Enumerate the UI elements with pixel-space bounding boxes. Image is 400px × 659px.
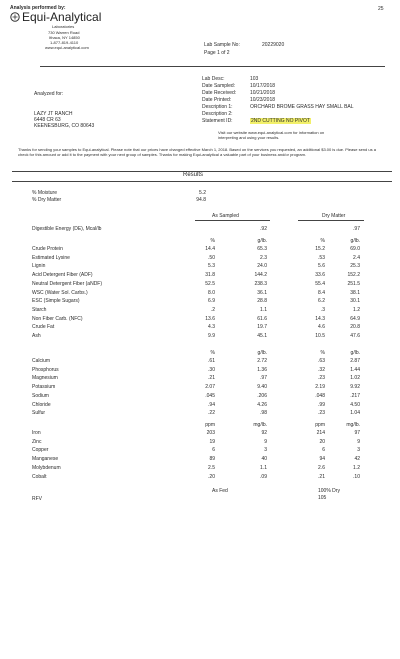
row-value: 13.6 [205,315,215,322]
row-value: 19.7 [257,324,267,331]
row-value: 14.4 [205,246,215,252]
dry-matter-row: % Dry Matter 94.8 [32,197,206,203]
detail-value: 10/23/2018 [250,97,276,103]
row-value: 203 [206,430,215,436]
row-value: .2 [210,306,215,313]
row-value: 2.4 [353,254,360,261]
row-value: .32 [318,366,325,373]
detail-value: 10/21/2018 [250,90,276,96]
table-row [0,255,400,262]
moisture-row: % Moisture 5.2 [32,190,206,196]
results-heading: Results [183,172,204,178]
row-value: 4.26 [257,401,267,408]
row-label: ESC (Simple Sugars) [32,298,80,305]
page-indicator: Page 1 of 2 [204,50,230,56]
row-value: 9.92 [350,384,360,391]
table-row [0,393,400,400]
row-value: 31.8 [205,272,215,279]
row-value: 65.3 [257,246,267,252]
row-value: 1.36 [257,366,267,373]
row-value: .20 [208,473,215,480]
lab-name: Equi-Analytical [22,10,102,24]
row-value: 14.3 [315,315,325,322]
row-value: 5.3 [208,263,215,270]
row-value: 40 [261,456,267,463]
row-label: Estimated Lysine [32,254,70,261]
row-value: 8.4 [318,289,325,296]
row-value: 1.1 [260,306,267,313]
row-value: 6 [322,447,325,454]
row-label: Sodium [32,392,49,399]
row-value: 9 [357,438,360,445]
row-value: 10.5 [315,333,325,339]
row-value: 25.3 [350,263,360,270]
dry-matter-header: Dry Matter [322,213,346,219]
table-row [0,333,400,340]
header-divider [40,66,385,67]
lab-sample-no-label: Lab Sample No: [204,42,240,48]
row-value: 38.1 [350,289,360,296]
detail-value: 10/17/2018 [250,83,276,89]
row-value: .3 [320,306,325,313]
table-row [0,263,400,270]
row-value: .206 [257,392,267,399]
row-value: 20 [319,438,325,445]
row-value: 47.6 [350,333,360,339]
row-value: 2.6 [318,464,325,471]
row-value: .23 [318,375,325,382]
row-value: 42 [354,456,360,463]
row-value: .23 [318,410,325,417]
table-row [0,246,400,253]
row-value: 1.2 [353,464,360,471]
row-value: 6.9 [208,298,215,305]
row-label: Neutral Detergent Fiber (aNDF) [32,280,103,287]
row-value: 30.1 [350,298,360,305]
row-value: 3 [357,447,360,454]
table-row [0,430,400,437]
rfv-value: 105 [318,495,327,501]
table-row [0,358,400,365]
row-value: 69.0 [350,246,360,252]
table-row [0,439,400,446]
row-label: Cobalt [32,473,47,480]
row-value: 1.04 [350,410,360,417]
row-label: Calcium [32,358,51,364]
row-label: Magnesium [32,375,58,382]
table-row [0,375,400,382]
table-row [0,316,400,323]
row-value: 2.87 [350,358,360,364]
row-label: Acid Detergent Fiber (ADF) [32,272,93,279]
table-row [0,307,400,314]
lab-address-line-3: 1-877-819-4110 [50,40,79,45]
row-value: 2.5 [208,464,215,471]
row-value: 3 [264,447,267,454]
row-value: 144.2 [254,272,267,279]
row-value: .61 [208,358,215,364]
row-value: .045 [205,392,215,399]
lab-sub: Laboratories [52,24,75,29]
row-value: .94 [208,401,215,408]
client-address-2: KEENESBURG, CO 80643 [34,123,95,129]
row-label: Ash [32,333,41,339]
row-value: 19 [209,438,215,445]
table-row [0,447,400,454]
table-row [0,474,400,481]
table-row [0,324,400,331]
table-row [0,290,400,297]
detail-value: ORCHARD BROME GRASS HAY SMALL BAL [250,104,354,110]
row-value: 92 [261,430,267,436]
row-label: Sulfur [32,410,46,417]
client-name: LAZY JT RANCH [34,111,73,117]
visit-note-line-1: Visit our website www.equi-analytical.com for information on [218,130,325,135]
dm-100-label: 100% Dry [318,488,340,494]
row-value: .217 [350,392,360,399]
row-label: Manganese [32,456,59,463]
row-value: .99 [318,401,325,408]
table-row [0,456,400,463]
row-label: Iron [32,430,41,436]
row-label: Molybdenum [32,464,61,471]
row-label: Phosphorus [32,366,59,373]
detail-label: Lab Desc: [202,76,225,82]
analysis-by-label: Analysis performed by: [10,5,66,11]
table-row [0,465,400,472]
statement-id-highlight: 2ND CUTTING NO PIVOT [251,118,310,124]
as-sampled-rule [195,220,270,221]
row-value: 9.9 [208,333,215,339]
row-value: .98 [260,410,267,417]
detail-label: Description 2: [202,111,233,117]
as-sampled-header: As Sampled [212,213,239,219]
table-row [0,402,400,409]
row-value: 20.8 [350,324,360,331]
row-value: 1.02 [350,375,360,382]
table-row [0,367,400,374]
dry-matter-rule [298,220,364,221]
row-value: 33.6 [315,272,325,279]
row-value: 61.6 [257,315,267,322]
row-value: 45.1 [257,333,267,339]
row-value: .97 [260,375,267,382]
row-value: 9.40 [257,384,267,391]
row-value: 238.3 [254,280,267,287]
row-value: 4.3 [208,324,215,331]
row-value: 6.2 [318,298,325,305]
client-address-1: 6448 CR 63 [34,117,61,123]
row-value: .63 [318,358,325,364]
lab-sample-no: 20229020 [262,42,285,48]
row-value: 2.07 [205,384,215,391]
row-value: .09 [260,473,267,480]
row-value: 28.8 [257,298,267,305]
row-value: 1.2 [353,306,360,313]
row-value: 24.0 [257,263,267,270]
lab-address-line-1: 730 Warren Road [48,30,80,35]
analyzed-for-label: Analyzed for: [34,91,64,97]
row-value: 52.5 [205,280,215,287]
units-row-1: % g/lb. % g/lb. [210,238,360,244]
detail-label: Date Received: [202,90,237,96]
row-value: .30 [208,366,215,373]
row-value: .048 [315,392,325,399]
lab-address-line-4: www.equi-analytical.com [45,45,89,50]
row-value: .53 [318,254,325,261]
row-value: 1.1 [260,464,267,471]
row-value: 4.6 [318,324,325,331]
detail-label: Statement ID: [202,118,233,124]
row-value: 152.2 [347,272,360,279]
row-value: 64.9 [350,315,360,322]
table-row [0,281,400,288]
row-value: .50 [208,254,215,261]
results-bottom-rule [12,181,392,182]
row-value: 97 [354,430,360,436]
row-value: 36.1 [257,289,267,296]
de-row: Digestible Energy (DE), Mcal/lb .92 .97 [32,226,360,232]
lab-address-line-2: Ithaca, NY 14850 [49,35,80,40]
corner-page-number: 25 [378,6,384,12]
row-label: Starch [32,306,47,313]
as-fed-label: As Fed [212,488,228,494]
units-row-2: % g/lb. % g/lb. [210,350,360,356]
detail-label: Description 1: [202,104,233,110]
row-value: 5.6 [318,263,325,270]
row-label: Crude Fat [32,324,55,331]
table-row [0,410,400,417]
row-value: 2.3 [260,254,267,261]
row-label: Potassium [32,384,56,391]
row-value: 2.19 [315,384,325,391]
visit-note-line-2: interpreting and using your results. [218,135,280,140]
row-value: 6 [212,447,215,454]
row-label: WSC (Water Sol. Carbs.) [32,289,88,296]
row-value: 15.2 [315,246,325,252]
row-label: Chloride [32,401,51,408]
row-value: 9 [264,438,267,445]
row-value: 214 [316,430,325,436]
row-label: Copper [32,447,49,454]
row-value: 2.72 [257,358,267,364]
row-value: 55.4 [315,280,325,287]
row-value: 4.50 [350,401,360,408]
row-value: 1.44 [350,366,360,373]
row-value: .10 [353,473,360,480]
row-value: 89 [209,456,215,463]
row-value: .21 [318,473,325,480]
row-value: 94 [319,456,325,463]
lab-logo-icon [10,12,20,22]
row-label: Zinc [32,438,42,445]
table-row [0,272,400,279]
table-row [0,384,400,391]
table-row [0,298,400,305]
rfv-label: RFV [32,496,42,502]
thanks-note: Thanks for sending your samples to Equi-analytical. Please note that our prices have changed effective March 1, 2018. Based on the services you requested, an additional $3.00 is due. Please send us a check for this amount or add it to the payment with your next group of samples. Thanks for making Equi-analytical a valuable part of your business and/or program. [18,147,376,158]
row-label: Lignin [32,263,46,270]
detail-value: 103 [250,76,259,82]
detail-label: Date Sampled: [202,83,236,89]
units-row-3: ppm mg/lb. ppm mg/lb. [205,422,360,428]
row-value: 8.0 [208,289,215,296]
row-value: .21 [208,375,215,382]
row-value: .22 [208,410,215,417]
row-value: 251.5 [347,280,360,287]
detail-label: Date Printed: [202,97,232,103]
row-label: Non Fiber Carb. (NFC) [32,315,83,322]
row-label: Crude Protein [32,246,63,252]
